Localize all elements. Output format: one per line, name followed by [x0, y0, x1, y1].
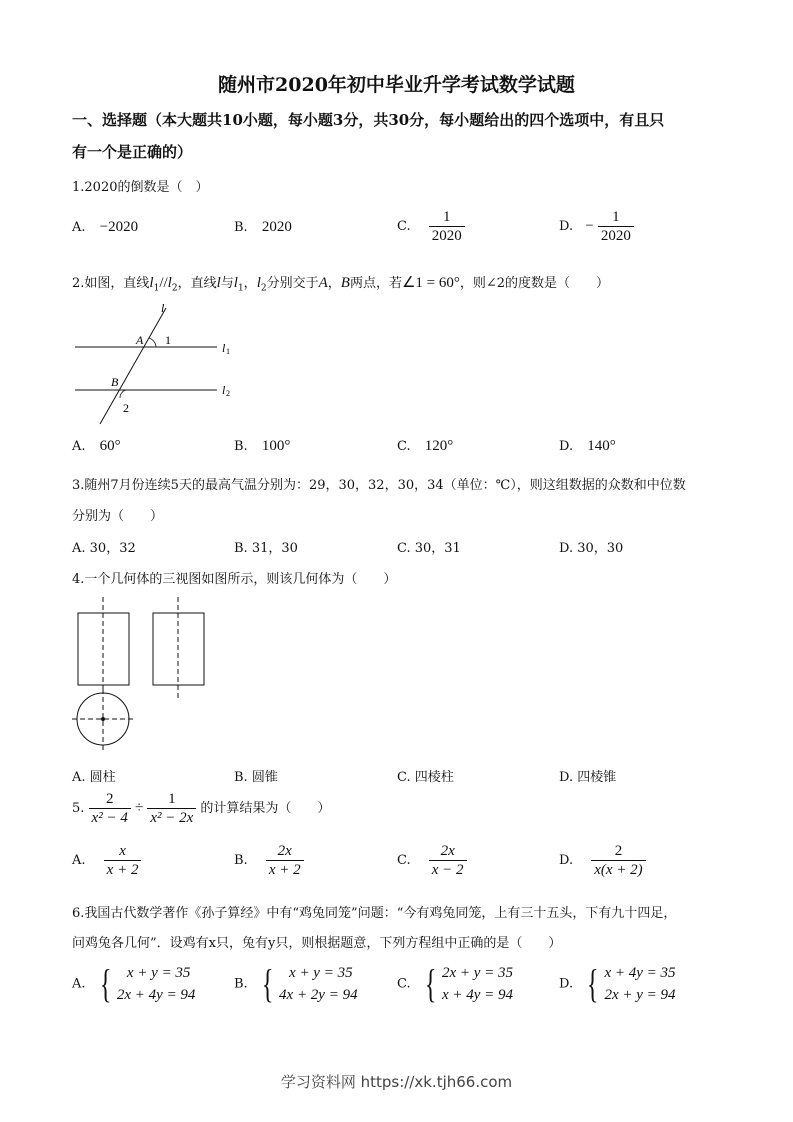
q2-option-c	[397, 438, 453, 455]
q2-stem-part-c: 与	[220, 276, 234, 291]
q2-angle-given: ∠1 = 60°	[401, 275, 460, 291]
q2-option-d-value: 140°	[587, 438, 616, 454]
q2-l2-ref: l	[256, 275, 261, 291]
q2-l2-sub: 2	[171, 283, 178, 294]
q3-stem-line2: 分别为（ ）	[72, 509, 164, 524]
q5-option-b	[234, 842, 304, 879]
q6-option-a-system	[96, 962, 196, 1006]
q2-option-d	[559, 438, 616, 455]
q1-option-c	[397, 208, 465, 245]
q1-option-d-denominator: 2020	[598, 226, 634, 245]
q6-option-d-brace: {	[587, 961, 599, 1006]
q1-option-c-fraction	[429, 208, 465, 245]
q1-option-b	[234, 219, 292, 236]
q5-suffix: 的计算结果为（ ）	[200, 801, 331, 816]
q5-option-b-numerator: 2x	[277, 843, 292, 859]
q3-option-c: C. 30，31	[397, 541, 461, 556]
q1-option-c-denominator: 2020	[429, 226, 465, 245]
q1-stem: 1.2020的倒数是（ ）	[72, 180, 209, 195]
q2-stem-part-d: ，	[243, 276, 257, 291]
q4-option-d: D. 四棱锥	[559, 770, 617, 785]
q2-stem-part-e: 分别交于	[266, 276, 319, 291]
q2-option-a-value: 60°	[99, 438, 121, 454]
q6-option-b-system	[258, 962, 358, 1006]
q2-stem-part-f: 两点，若	[349, 276, 402, 291]
q2-l2: l	[167, 275, 172, 291]
q1-option-b-label: B.	[234, 220, 248, 235]
q6-option-c	[397, 962, 513, 1006]
q2-figure-label-1: 1	[165, 333, 171, 347]
q6-option-c-equation-2: x + 4y = 94	[441, 987, 514, 1003]
q2-option-b	[234, 438, 290, 455]
q6-option-a-label: A.	[72, 976, 86, 992]
q4-stem: 4.一个几何体的三视图如图所示，则该几何体为（ ）	[72, 572, 397, 587]
q5-fraction-1-denominator: x² − 4	[89, 808, 131, 827]
q2-figure	[70, 300, 240, 430]
q2-stem	[72, 272, 609, 294]
q1-option-b-value: 2020	[261, 219, 292, 235]
q2-l1-ref-sub: 1	[237, 283, 244, 294]
q2-figure-label-l1-sub: 1	[226, 347, 230, 356]
q2-option-c-label: C.	[397, 439, 411, 454]
q2-figure-label-b: B	[111, 375, 119, 389]
q6-option-b-equation-2: 4x + 2y = 94	[279, 987, 358, 1003]
q2-option-b-value: 100°	[261, 438, 291, 454]
q6-option-d-system	[583, 962, 675, 1006]
q6-option-d-label: D.	[559, 976, 574, 992]
q2-figure-label-l: l	[161, 301, 165, 315]
q2-stem-part-b: ，直线	[177, 276, 217, 291]
q4-option-a: A. 圆柱	[72, 770, 116, 785]
q5-option-d-denominator: x(x + 2)	[591, 860, 645, 879]
q6-option-b-label: B.	[234, 976, 248, 992]
q5-option-a-denominator: x + 2	[104, 860, 142, 879]
q4-option-c: C. 四棱柱	[397, 770, 454, 785]
q6-option-c-system	[421, 962, 513, 1006]
q5-option-a-fraction	[104, 842, 142, 879]
q6-option-b	[234, 962, 358, 1006]
q5-option-d-fraction	[591, 842, 645, 879]
q4-option-b: B. 圆锥	[234, 770, 278, 785]
q1-option-a	[72, 219, 138, 236]
q5-fraction-2-denominator: x² − 2x	[147, 808, 196, 827]
q3-option-b: B. 31，30	[234, 541, 298, 556]
q5-option-c-label: C.	[397, 853, 411, 868]
q6-option-b-brace: {	[261, 961, 274, 1006]
q2-stem-part-g: ，则∠2的度数是（ ）	[459, 276, 610, 291]
q5-option-d-numerator: 2	[614, 843, 623, 859]
q2-figure-label-l2: l	[222, 383, 226, 397]
q2-l1-sub: 1	[153, 283, 160, 294]
q1-option-d-numerator: 1	[612, 209, 620, 225]
q2-figure-label-l2-sub: 2	[226, 389, 230, 398]
q5-fraction-1	[89, 790, 131, 827]
q5-fraction-1-numerator: 2	[105, 791, 114, 807]
q4-three-views-figure	[70, 595, 220, 755]
q2-point-b: B	[340, 275, 350, 291]
q5-divide-sign: ÷	[134, 800, 144, 816]
q2-figure-angle1-arc	[149, 338, 156, 347]
q2-l1-ref: l	[233, 275, 238, 291]
q1-option-a-value: −2020	[99, 219, 139, 235]
q5-option-b-denominator: x + 2	[266, 860, 304, 879]
q6-option-b-equation-1: x + y = 35	[289, 965, 353, 981]
q2-point-a: A	[318, 275, 328, 291]
q6-option-a	[72, 962, 195, 1006]
q5-option-b-fraction	[266, 842, 304, 879]
q5-fraction-2	[147, 790, 196, 827]
q6-option-c-label: C.	[397, 976, 411, 992]
q2-option-b-label: B.	[234, 439, 248, 454]
q6-stem-line2: 问鸡兔各几何”．设鸡有x只，兔有y只，则根据题意，下列方程组中正确的是（ ）	[72, 936, 562, 951]
q6-stem-line1: 6.我国古代数学著作《孙子算经》中有“鸡兔同笼”问题：“今有鸡兔同笼，上有三十五头，下有九十四足，	[72, 906, 677, 921]
q5-option-a	[72, 842, 141, 879]
q2-option-c-value: 120°	[424, 438, 454, 454]
q6-option-c-equation-1: 2x + y = 35	[441, 965, 514, 981]
q5-option-c-fraction	[429, 842, 467, 879]
q5-option-c-denominator: x − 2	[429, 860, 467, 879]
q3-stem-line1: 3.随州7月份连续5天的最高气温分别为：29，30，32，30，34（单位：℃），则这组数据的众数和中位数	[72, 478, 686, 493]
q5-option-a-numerator: x	[119, 843, 126, 859]
q2-figure-label-2: 2	[123, 401, 129, 415]
q5-option-b-label: B.	[234, 853, 248, 868]
q2-option-a-label: A.	[72, 439, 86, 454]
q2-figure-label-a: A	[136, 333, 144, 347]
q5-stem	[72, 790, 330, 827]
q2-l: l	[216, 275, 221, 291]
q2-figure-line-l	[100, 308, 166, 424]
q4-top-view-center	[101, 717, 105, 721]
q6-option-c-brace: {	[424, 961, 437, 1006]
q6-option-d-equation-1: x + 4y = 35	[604, 965, 676, 981]
q1-option-d-label: D.	[559, 219, 574, 234]
q2-figure-label-l1: l	[222, 341, 226, 355]
q1-option-d	[559, 208, 634, 245]
q6-option-d-equation-2: 2x + y = 94	[604, 987, 676, 1003]
q6-option-a-equation-2: 2x + 4y = 94	[116, 987, 196, 1003]
q2-l2-ref-sub: 2	[260, 283, 267, 294]
footer-watermark[interactable]: 学习资料网 https://xk.tjh66.com	[280, 1073, 513, 1091]
q1-option-c-numerator: 1	[443, 209, 451, 225]
section-heading-line1: 一、选择题（本大题共10小题，每小题3分，共30分，每小题给出的四个选项中，有且只	[72, 111, 665, 129]
q2-option-d-label: D.	[559, 439, 574, 454]
q5-option-a-label: A.	[72, 853, 86, 868]
q2-l1: l	[149, 275, 154, 291]
q5-option-c	[397, 842, 467, 879]
q2-sep: ，	[327, 276, 341, 291]
q5-option-d-label: D.	[559, 853, 574, 868]
q2-parallel: //	[159, 275, 168, 291]
page-title: 随州市2020年初中毕业升学考试数学试题	[218, 74, 575, 96]
section-heading-line2: 有一个是正确的）	[72, 143, 193, 161]
q2-stem-part-a: 2.如图，直线	[72, 276, 150, 291]
q1-option-d-sign: −	[585, 218, 594, 234]
q3-option-d: D. 30，30	[559, 541, 624, 556]
q6-option-a-brace: {	[99, 961, 112, 1006]
q5-number: 5.	[72, 801, 85, 816]
q3-option-a: A. 30，32	[72, 541, 136, 556]
q5-option-d	[559, 842, 646, 879]
q1-option-d-fraction	[598, 208, 634, 245]
q1-option-c-label: C.	[397, 219, 411, 234]
q5-option-c-numerator: 2x	[440, 843, 455, 859]
q2-option-a	[72, 438, 121, 455]
q2-figure-angle2-arc	[120, 390, 126, 398]
q1-option-a-label: A.	[72, 220, 86, 235]
q6-option-d	[559, 962, 676, 1006]
q6-option-a-equation-1: x + y = 35	[126, 965, 191, 981]
q5-fraction-2-numerator: 1	[168, 791, 176, 807]
